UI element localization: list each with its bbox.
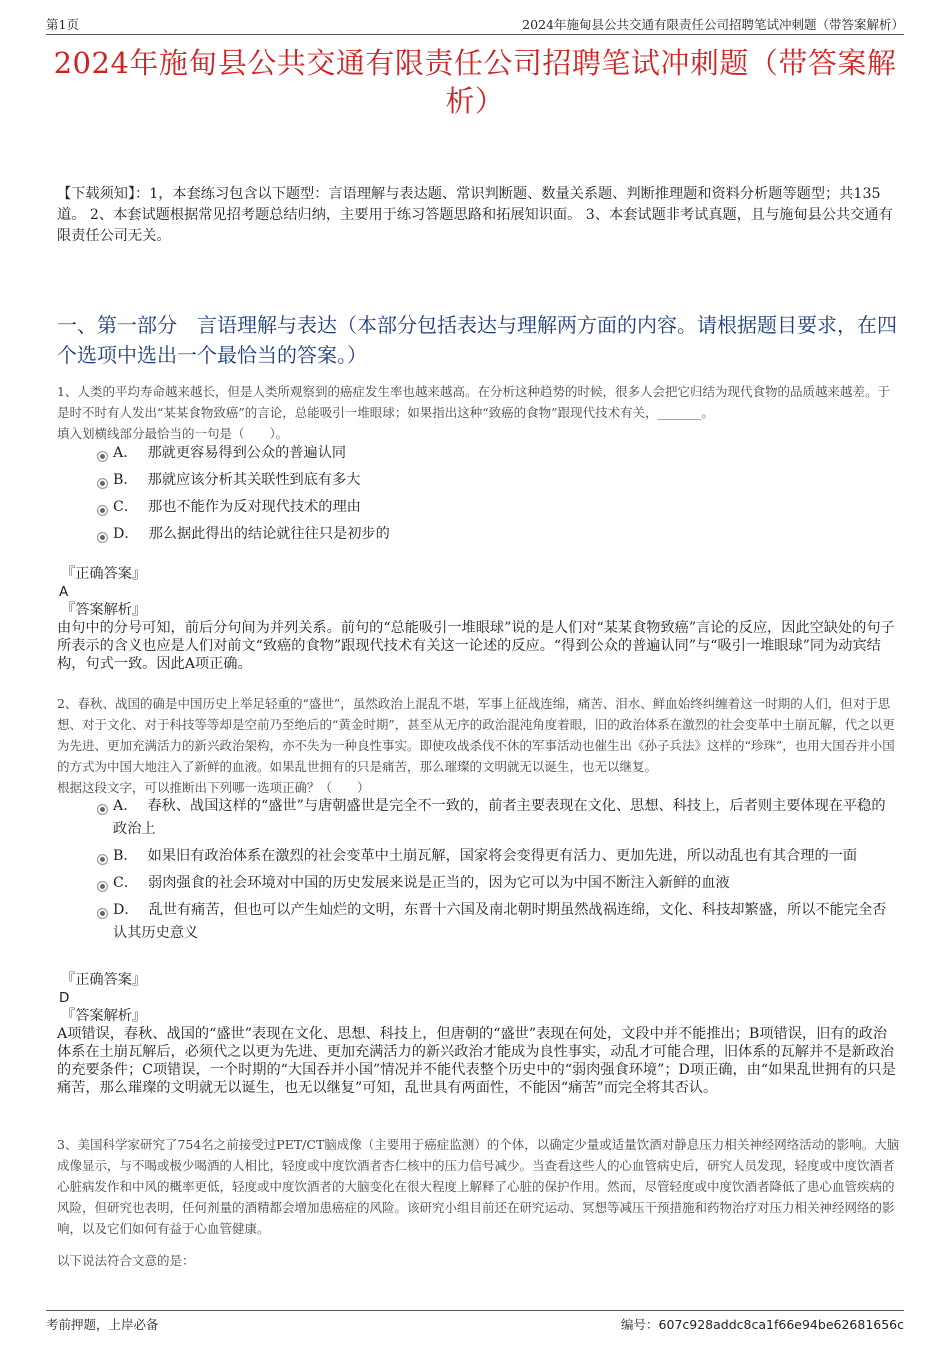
analysis-label: 『答案解析』 (61, 602, 147, 618)
page-footer (46, 1310, 904, 1333)
question-2-answer-block (57, 971, 900, 1097)
answer-label: 『正确答案』 (61, 566, 147, 582)
radio-icon[interactable] (97, 908, 108, 919)
analysis-text: 由句中的分号可知，前后分句间为并列关系。前句的“总能吸引一堆眼球”说的是人们对“某某食物致癌”言论的反应，因此空缺处的句子所表示的含义也应是人们对前文“致癌的食物”跟现代技术有关这一论述的反应。“得到公众的普遍认同”与“吸引一堆眼球”同为动宾结构，句式一致。因此A项正确。 (57, 620, 895, 672)
section-heading: 一、第一部分 言语理解与表达（本部分包括表达与理解两方面的内容。请根据题目要求，在四个选项中选出一个最恰当的答案。） (57, 313, 897, 367)
question-1-option-b[interactable]: B． 那就应该分析其关联性到底有多大 (93, 469, 890, 492)
radio-icon[interactable] (97, 451, 108, 462)
page-number: 第1页 (46, 17, 79, 32)
question-1-stem: 1、人类的平均寿命越来越长，但是人类所观察到的癌症发生率也越来越高。在分析这种趋势的时候，很多人会把它归结为现代食物的品质越来越差。于是时不时有人发出“某某食物致癌”的言论，总能吸引一堆眼球；如果指出这种“致癌的食物”跟现代技术有关，_______。 填入划横线部分最恰当的一句是（ ）。 (57, 384, 890, 441)
page-header (46, 12, 904, 35)
header-doc-title: 2024年施甸县公共交通有限责任公司招聘笔试冲刺题（带答案解析） (522, 17, 904, 32)
radio-icon[interactable] (97, 804, 108, 815)
radio-icon[interactable] (97, 478, 108, 489)
footer-code: 编号：607c928addc8ca1f66e94be62681656c (621, 1317, 904, 1332)
radio-icon[interactable] (97, 881, 108, 892)
radio-icon[interactable] (97, 854, 108, 865)
answer-value: D (59, 990, 70, 1006)
analysis-label: 『答案解析』 (61, 1008, 147, 1024)
footer-slogan: 考前押题，上岸必备 (46, 1317, 159, 1332)
document-title: 2024年施甸县公共交通有限责任公司招聘笔试冲刺题（带答案解析） (53, 46, 897, 118)
question-2-prompt: 根据这段文字，可以推断出下列哪一选项正确？（ ） (57, 780, 370, 795)
question-1-prompt: 填入划横线部分最恰当的一句是（ ）。 (57, 426, 289, 441)
answer-label: 『正确答案』 (61, 972, 147, 988)
answer-value: A (59, 584, 69, 600)
question-2-option-d[interactable]: D． 乱世有痛苦，但也可以产生灿烂的文明，东晋十六国及南北朝时期虽然战祸连绵，文化、科技却繁盛，所以不能完全否认其历史意义 (93, 899, 890, 945)
question-1-option-d[interactable]: D． 那么据此得出的结论就往往只是初步的 (93, 523, 890, 546)
radio-icon[interactable] (97, 532, 108, 543)
question-2-option-b[interactable]: B． 如果旧有政治体系在激烈的社会变革中土崩瓦解，国家将会变得更有活力、更加先进，所以动乱也有其合理的一面 (93, 845, 890, 868)
question-3-stem: 3、美国科学家研究了754名之前接受过PET/CT脑成像（主要用于癌症监测）的个体，以确定少量或适量饮酒对静息压力相关神经网络活动的影响。大脑成像显示，与不喝或极少喝酒的人相比，轻度或中度饮酒者杏仁核中的压力信号减少。当查看这些人的心血管病史后，研究人员发现，轻度或中度饮酒者心脏病发作和中风的概率更低，轻度或中度饮酒者的大脑变化在很大程度上解释了心脏的保护作用。然而，尽管轻度或中度饮酒者降低了患心血管疾病的风险，但研究也表明，任何剂量的酒精都会增加患癌症的风险。该研究小组目前还在研究运动、冥想等减压干预措施和药物治疗对压力相关神经网络的影响，以及它们如何有益于心血管健康。 (57, 1137, 900, 1236)
analysis-text: A项错误，春秋、战国的“盛世”表现在文化、思想、科技上，但唐朝的“盛世”表现在何处，文段中并不能推出；B项错误，旧有的政治体系在土崩瓦解后，必须代之以更为先进、更加充满活力的新兴政治才能成为良性事实，动乱才可能合理，旧体系的瓦解并不是新政治的充要条件；C项错误，一个时期的“大国吞并小国”情况并不能代表整个历史中的“弱肉强食环境”；D项正确，由“如果乱世拥有的只是痛苦，那么璀璨的文明就无以诞生，也无以继复”可知，乱世具有两面性，不能因“痛苦”而完全将其否认。 (57, 1026, 896, 1096)
radio-icon[interactable] (97, 505, 108, 516)
question-1-answer-block (57, 565, 900, 673)
question-3-prompt: 以下说法符合文意的是： (57, 1253, 195, 1268)
question-2-stem: 2、春秋、战国的确是中国历史上举足轻重的“盛世”，虽然政治上混乱不堪，军事上征战连绵，痛苦、泪水、鲜血始终纠缠着这一时期的人们，但对于思想、对于文化、对于科技等等却是空前乃至绝后的“黄金时期”，甚至从无序的政治混沌角度着眼，旧的政治体系在激烈的社会变革中土崩瓦解，代之以更为先进、更加充满活力的新兴政治架构，亦不失为一种良性事实。即使攻战杀伐不休的军事活动也催生出《孙子兵法》这样的“珍珠”，也用大国吞并小国的方式为中国大地注入了新鲜的血液。如果乱世拥有的只是痛苦，那么璀璨的文明就无以诞生，也无以继复。 根据这段文字，可以推断出下列哪一选项正确？（ ） (57, 696, 895, 795)
question-1-option-c[interactable]: C． 那也不能作为反对现代技术的理由 (93, 496, 890, 519)
download-notice: 【下载须知】：1，本套练习包含以下题型：言语理解与表达题、常识判断题、数量关系题、判断推理题和资料分析题等题型；共135道。 2、本套试题根据常见招考题总结归纳，主要用于练习答题思路和拓展知识面。 3、本套试题非考试真题，且与施甸县公共交通有限责任公司无关。 (57, 186, 893, 244)
question-1-option-a[interactable]: A． 那就更容易得到公众的普遍认同 (93, 442, 890, 465)
question-2-option-a[interactable]: A． 春秋、战国这样的“盛世”与唐朝盛世是完全不一致的，前者主要表现在文化、思想、科技上，后者则主要体现在平稳的政治上 (93, 795, 890, 841)
question-2-option-c[interactable]: C． 弱肉强食的社会环境对中国的历史发展来说是正当的，因为它可以为中国不断注入新鲜的血液 (93, 872, 890, 895)
question-1-options (93, 442, 890, 550)
question-2-options (93, 795, 890, 949)
